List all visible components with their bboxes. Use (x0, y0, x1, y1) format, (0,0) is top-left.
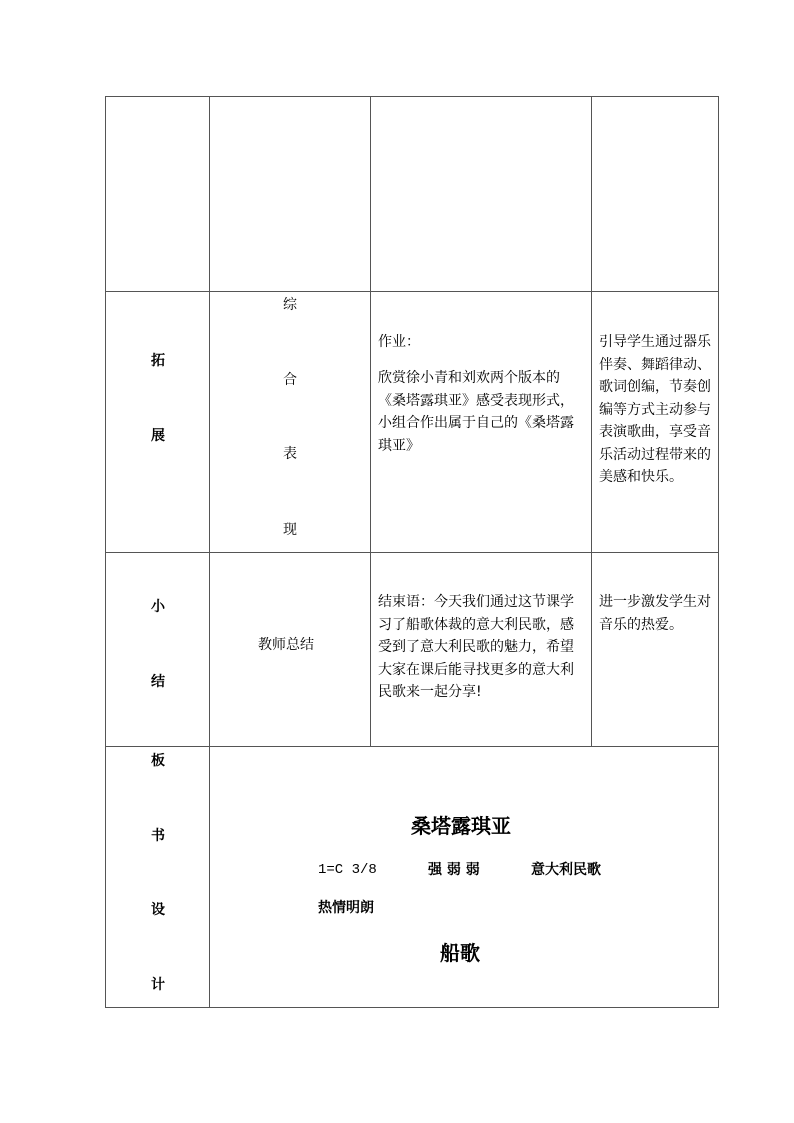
row-divider (105, 291, 719, 292)
board-form: 船歌 (440, 941, 480, 965)
board-category-char: 板 (151, 753, 165, 769)
extension-segment-char: 综 (283, 297, 297, 313)
row-divider (105, 746, 719, 747)
summary-segment: 教师总结 (258, 637, 314, 653)
board-genre: 意大利民歌 (531, 862, 601, 878)
column-divider (209, 96, 210, 1008)
extension-activity-heading: 作业： (378, 334, 420, 350)
extension-category-char: 展 (151, 428, 165, 444)
board-song-title: 桑塔露琪亚 (411, 814, 511, 838)
board-beat-pattern: 强 弱 弱 (428, 862, 480, 878)
column-divider (370, 96, 371, 747)
board-category-char: 设 (151, 902, 165, 918)
row-divider (105, 552, 719, 553)
extension-teaching-intent: 引导学生通过器乐伴奏、舞蹈律动、歌词创编，节奏创编等方式主动参与表演歌曲，享受音乐活动过程带来的美感和快乐。 (599, 334, 711, 485)
summary-category-char: 小 (151, 599, 165, 615)
extension-segment-char: 现 (283, 522, 297, 538)
board-category-char: 书 (151, 828, 165, 844)
extension-activity-text: 欣赏徐小青和刘欢两个版本的《桑塔露琪亚》感受表现形式，小组合作出属于自己的《桑塔露琪亚》 (378, 370, 574, 454)
board-mood: 热情明朗 (318, 900, 374, 916)
extension-segment-char: 表 (283, 446, 297, 462)
summary-teaching-intent: 进一步激发学生对音乐的热爱。 (599, 594, 711, 633)
column-divider (591, 96, 592, 747)
summary-category-char: 结 (151, 674, 165, 690)
board-key-meter: 1=C 3/8 (318, 862, 377, 878)
extension-segment-char: 合 (283, 372, 297, 388)
summary-activity-text: 结束语：今天我们通过这节课学习了船歌体裁的意大利民歌，感受到了意大利民歌的魅力，希望大家在课后能寻找更多的意大利民歌来一起分享! (378, 594, 574, 700)
extension-category-char: 拓 (151, 353, 165, 369)
board-category-char: 计 (151, 977, 165, 993)
